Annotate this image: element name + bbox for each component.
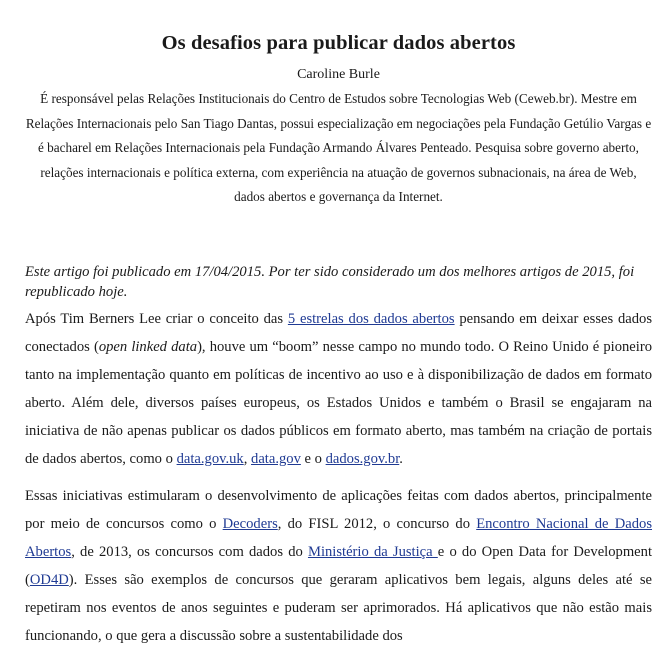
ministerio-justica-link[interactable]: Ministério da Justiça bbox=[307, 543, 438, 560]
five-stars-link[interactable]: 5 estrelas dos dados abertos bbox=[287, 310, 455, 327]
text-segment: , de 2013, os concursos com dados do bbox=[71, 543, 308, 560]
republished-notice: Este artigo foi publicado em 17/04/2015. Por ter sido considerado um dos melhores artigos de 2015, foi republicado hoje. bbox=[25, 263, 635, 300]
paragraph-1 bbox=[25, 305, 652, 473]
text-segment: . bbox=[399, 450, 403, 467]
data-gov-uk-link[interactable]: data.gov.uk bbox=[176, 450, 244, 467]
text-segment: Essas iniciativas estimularam o desenvolvimento de aplicações feitas com dados abertos, principalmente por meio de concursos como o bbox=[25, 487, 652, 532]
decoders-link[interactable]: Decoders bbox=[222, 515, 278, 532]
text-segment: ). Esses são exemplos de concursos que geraram aplicativos bem legais, alguns deles até se repetiram nos eventos de anos seguintes e puderam ser aprimorados. Há aplicativos que não estão mais funcionando, o que gera a discussão sobre a sustentabilidade dos bbox=[25, 571, 652, 644]
data-gov-link[interactable]: data.gov bbox=[251, 450, 301, 467]
paragraph-2 bbox=[25, 482, 652, 650]
text-segment: , bbox=[243, 450, 252, 467]
emphasis-text: open linked data bbox=[98, 338, 198, 355]
article-title: Os desafios para publicar dados abertos bbox=[161, 32, 516, 54]
text-segment: e o bbox=[300, 450, 326, 467]
text-segment: pensando em deixar esses dados conectados ( bbox=[25, 310, 652, 355]
encontro-nacional-link[interactable]: Encontro Nacional de Dados Abertos bbox=[25, 515, 653, 560]
author-bio: É responsável pelas Relações Institucionais do Centro de Estudos sobre Tecnologias Web (Ceweb.br). Mestre em Relações Internacionais pelo San Tiago Dantas, possui especialização em negociações pela Fundação Getúlio Vargas e é bacharel em Relações Internacionais pela Fundação Armando Álvares Penteado. Pesquisa sobre governo aberto, relações internacionais e política externa, com experiência na atuação de governos subnacionais, na área de Web, dados abertos e governança da Internet. bbox=[25, 91, 652, 204]
text-segment: , do FISL 2012, o concurso do bbox=[277, 515, 477, 532]
od4d-link[interactable]: OD4D bbox=[29, 571, 69, 588]
text-segment: Após Tim Berners Lee criar o conceito das bbox=[25, 310, 288, 327]
text-segment: e o do Open Data for Development ( bbox=[25, 543, 652, 588]
dados-gov-br-link[interactable]: dados.gov.br bbox=[325, 450, 400, 467]
text-segment: ), houve um “boom” nesse campo no mundo todo. O Reino Unido é pioneiro tanto na implementação quanto em políticas de incentivo ao uso e à disponibilização de dados em formato aberto. Além dele, diversos países europeus, os Estados Unidos e também o Brasil se engajaram na iniciativa de não apenas publicar os dados públicos em formato aberto, mas também na criação de portais de dados abertos, como o bbox=[25, 338, 652, 467]
author-name: Caroline Burle bbox=[297, 67, 380, 82]
